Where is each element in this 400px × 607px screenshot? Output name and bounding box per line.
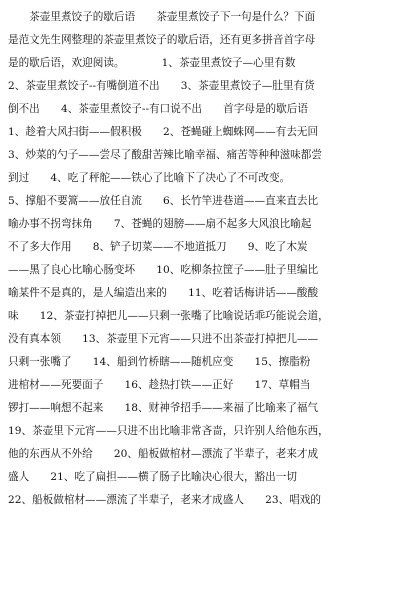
text-line: 进棺材——死要面子 16、趁热打铁——正好 17、草帽当 [8, 379, 311, 391]
text-line: 1、趁着大风扫街——假积极 2、苍蝇碰上蜘蛛网——有去无回 [8, 126, 319, 138]
text-line: 是的歇后语，欢迎阅读。 1、茶壶里煮饺子—心里有数 [8, 57, 296, 69]
text-line: 3、炒菜的勺子——尝尽了酸甜苦辣比喻幸福、痛苦等种种滋味都尝 [8, 149, 322, 161]
text-line: 19、茶壶里下元宵——只进不出比喻非常吝啬，只许别人给他东西， [8, 425, 329, 437]
text-line: 喻办事不拐弯抹角 7、苍蝇的翅膀——扇不起多大风浪比喻起 [8, 218, 312, 230]
text-line: 5、撑船不要篙——放任自流 6、长竹竿进巷道——直来直去比 [8, 195, 319, 207]
text-line: ——黑了良心比喻心肠变坏 10、吃柳条拉筐子——肚子里编比 [8, 264, 319, 276]
text-line: 盛人 21、吃了扁担——横了肠子比喻决心很大，豁出一切 [8, 471, 297, 483]
text-line: 是范文先生网整理的茶壶里煮饺子的歇后语，还有更多拼音首字母 [8, 34, 316, 46]
text-line: 味 12、茶壶打掉把儿——只剩一张嘴了比喻说话乖巧能说会道， [8, 310, 329, 322]
text-line: 到过 4、吃了秤舵——铁心了比喻下了决心了不可改变。 [8, 172, 291, 184]
text-line: 喻某件不是真的，是人编造出来的 11、吃着话梅讲话——酸酸 [8, 287, 319, 299]
text-line: 倒不出 4、茶壶里煮饺子--有口说不出 首字母是的歇后语 [8, 103, 308, 115]
text-line: 不了多大作用 8、铲子切菜——不地道抵刀 9、吃了木炭 [8, 241, 308, 253]
text-line: 他的东西从不外给 20、船板做棺材—漂流了半辈子，老来才成 [8, 448, 319, 460]
text-line: 2、茶壶里煮饺子--有嘴倒道不出 3、茶壶里煮饺子—肚里有货 [8, 80, 315, 92]
text-line: 没有真本领 13、茶壶里下元宵——只进不出茶壶打掉把儿—— [8, 333, 319, 345]
text-line: 锣打——响想不起来 18、财神爷招手——来福了比喻来了福气 [8, 402, 319, 414]
text-line: 只剩一张嘴了 14、船到竹桥瞎——随机应变 15、擦脂粉 [8, 356, 311, 368]
text-line: 22、船板做棺材——漂流了半辈子，老来才成盛人 23、唱戏的 [8, 494, 321, 506]
text-line: 茶壶里煮饺子的歇后语 茶壶里煮饺子下一句是什么？下面 [8, 11, 316, 23]
